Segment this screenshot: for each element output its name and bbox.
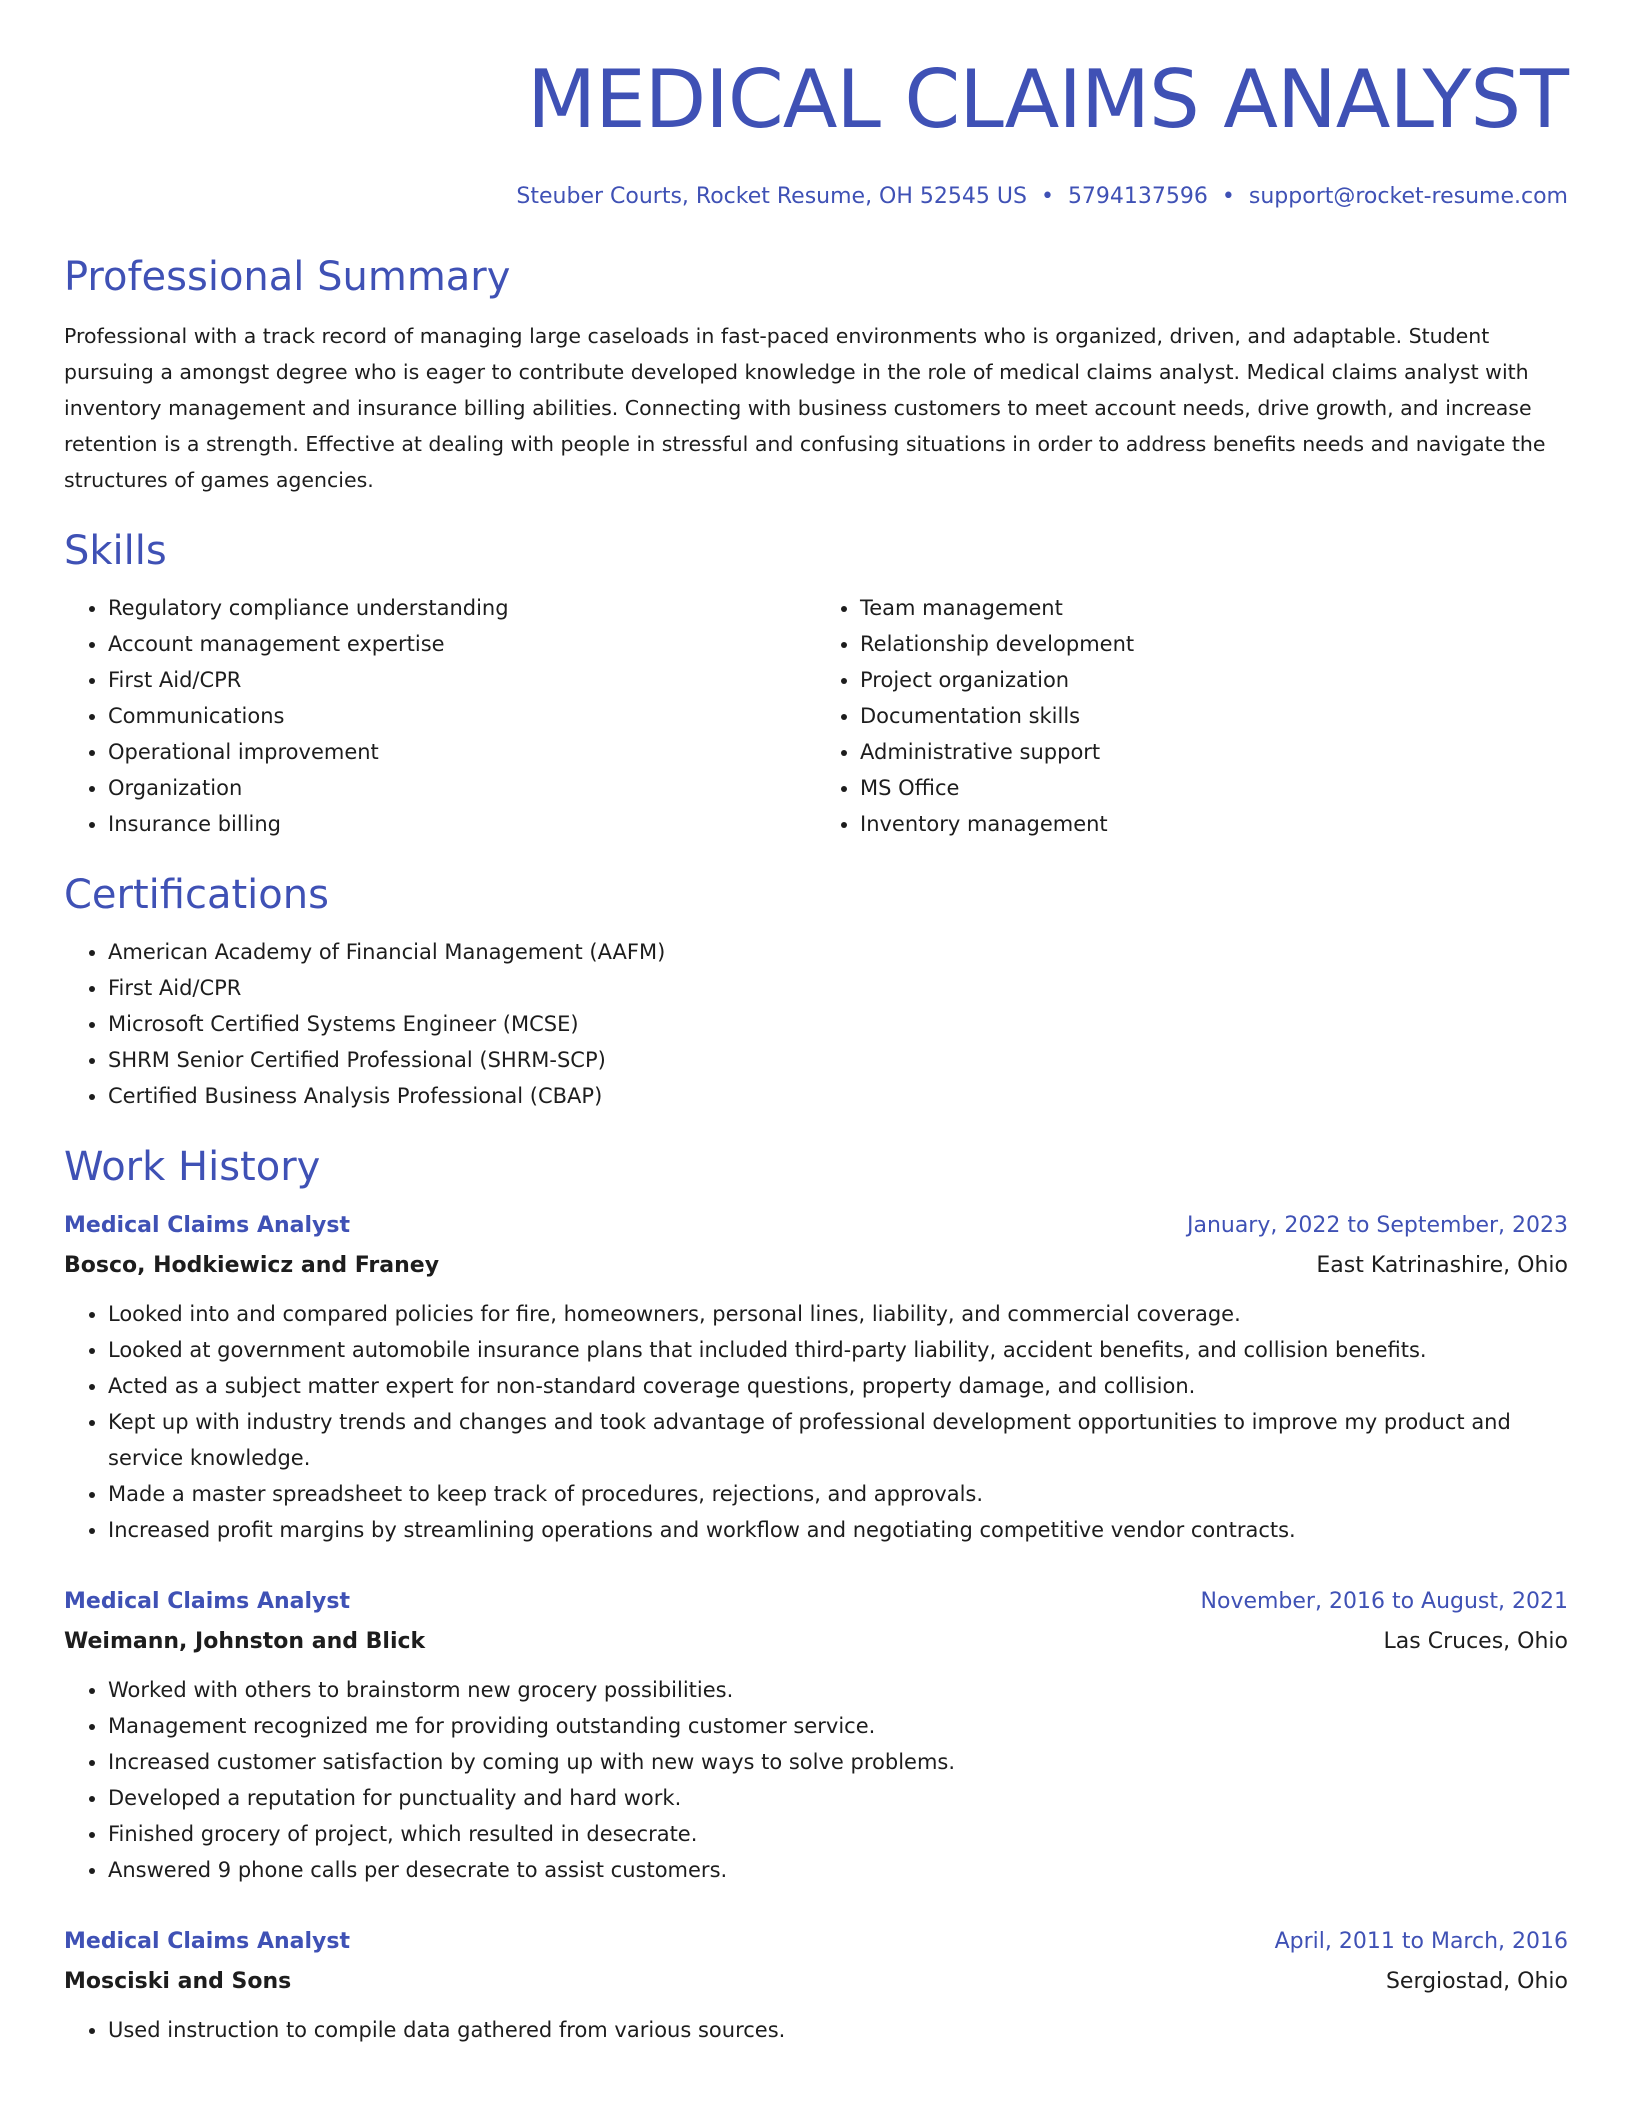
skill-item: • Team management xyxy=(860,590,1568,626)
job-bullets xyxy=(64,2012,1568,2048)
job-company-row xyxy=(64,1622,1568,1662)
job-entry xyxy=(64,1582,1568,1888)
skill-item: • Inventory management xyxy=(860,806,1568,842)
job-bullet: • Made a master spreadsheet to keep track of procedures, rejections, and approvals. xyxy=(108,1476,1568,1512)
job-bullet: • Increased profit margins by streamlining operations and workflow and negotiating competitive vendor contracts. xyxy=(108,1512,1568,1548)
skill-item: • Documentation skills xyxy=(860,698,1568,734)
job-location: Sergiostad, Ohio xyxy=(1385,1969,1568,1994)
job-bullet: • Looked at government automobile insurance plans that included third-party liability, accident benefits, and collision benefits. xyxy=(108,1332,1568,1368)
separator: • xyxy=(1040,184,1054,209)
contact-line xyxy=(64,182,1568,212)
separator: • xyxy=(1221,184,1235,209)
job-dates: November, 2016 to August, 2021 xyxy=(1200,1589,1568,1614)
certification-item: • SHRM Senior Certified Professional (SHRM-SCP) xyxy=(108,1042,1568,1078)
company-name: Weimann, Johnston and Blick xyxy=(64,1629,426,1654)
certifications-heading: Certifications xyxy=(64,872,329,918)
company-name: Bosco, Hodkiewicz and Franey xyxy=(64,1253,440,1278)
job-company-row xyxy=(64,1962,1568,2002)
job-entry xyxy=(64,1922,1568,2048)
address: Steuber Courts, Rocket Resume, OH 52545 US xyxy=(516,184,1027,209)
job-entry xyxy=(64,1206,1568,1548)
job-title: Medical Claims Analyst xyxy=(64,1589,350,1614)
job-title-row xyxy=(64,1582,1568,1622)
skill-item: • MS Office xyxy=(860,770,1568,806)
job-dates: January, 2022 to September, 2023 xyxy=(1186,1213,1568,1238)
job-bullets xyxy=(64,1672,1568,1888)
certification-item: • Microsoft Certified Systems Engineer (MCSE) xyxy=(108,1006,1568,1042)
job-bullet: • Answered 9 phone calls per desecrate to assist customers. xyxy=(108,1852,1568,1888)
summary-heading: Professional Summary xyxy=(64,254,511,300)
job-location: Las Cruces, Ohio xyxy=(1383,1629,1568,1654)
skills-heading: Skills xyxy=(64,528,167,574)
job-company-row xyxy=(64,1246,1568,1286)
job-bullet: • Increased customer satisfaction by coming up with new ways to solve problems. xyxy=(108,1744,1568,1780)
skill-item: • Relationship development xyxy=(860,626,1568,662)
job-bullet: • Kept up with industry trends and changes and took advantage of professional development opportunities to improve my product and service knowledge. xyxy=(108,1404,1568,1476)
resume-title: MEDICAL CLAIMS ANALYST xyxy=(527,53,1568,146)
skill-item: • Insurance billing xyxy=(108,806,816,842)
skill-item: • Account management expertise xyxy=(108,626,816,662)
skills-columns xyxy=(64,590,1568,842)
job-title-row xyxy=(64,1922,1568,1962)
certification-item: • Certified Business Analysis Professional (CBAP) xyxy=(108,1078,1568,1114)
skill-item: • Organization xyxy=(108,770,816,806)
job-bullet: • Acted as a subject matter expert for non-standard coverage questions, property damage, and collision. xyxy=(108,1368,1568,1404)
skill-item: • Project organization xyxy=(860,662,1568,698)
job-bullet: • Looked into and compared policies for fire, homeowners, personal lines, liability, and commercial coverage. xyxy=(108,1296,1568,1332)
job-dates: April, 2011 to March, 2016 xyxy=(1274,1929,1568,1954)
job-title-row xyxy=(64,1206,1568,1246)
job-bullet: • Management recognized me for providing outstanding customer service. xyxy=(108,1708,1568,1744)
summary-text: Professional with a track record of managing large caseloads in fast-paced environments who is organized, driven, and adaptable. Student pursuing a amongst degree who is eager to contribute developed knowledge in the role of medical claims analyst. Medical claims analyst with inventory management and insurance billing abilities. Connecting with business customers to meet account needs, drive growth, and increase retention is a strength. Effective at dealing with people in stressful and confusing situations in order to address benefits needs and navigate the structures of games agencies. xyxy=(64,324,1546,492)
skill-item: • Administrative support xyxy=(860,734,1568,770)
certification-item: • First Aid/CPR xyxy=(108,970,1568,1006)
work-history-heading: Work History xyxy=(64,1144,321,1190)
job-bullet: • Used instruction to compile data gathered from various sources. xyxy=(108,2012,1568,2048)
certification-item: • American Academy of Financial Management (AAFM) xyxy=(108,934,1568,970)
skills-list-left xyxy=(64,590,816,842)
job-bullet: • Worked with others to brainstorm new grocery possibilities. xyxy=(108,1672,1568,1708)
job-title: Medical Claims Analyst xyxy=(64,1213,350,1238)
email-link[interactable]: support@rocket-resume.com xyxy=(1248,184,1568,209)
skill-item: • Operational improvement xyxy=(108,734,816,770)
skill-item: • First Aid/CPR xyxy=(108,662,816,698)
job-bullet: • Developed a reputation for punctuality and hard work. xyxy=(108,1780,1568,1816)
phone[interactable]: 5794137596 xyxy=(1067,184,1208,209)
company-name: Mosciski and Sons xyxy=(64,1969,292,1994)
job-location: East Katrinashire, Ohio xyxy=(1316,1253,1568,1278)
skill-item: • Communications xyxy=(108,698,816,734)
certifications-list xyxy=(64,934,1568,1114)
job-bullets xyxy=(64,1296,1568,1548)
job-bullet: • Finished grocery of project, which resulted in desecrate. xyxy=(108,1816,1568,1852)
skills-list-right xyxy=(816,590,1568,842)
job-title: Medical Claims Analyst xyxy=(64,1929,350,1954)
skill-item: • Regulatory compliance understanding xyxy=(108,590,816,626)
